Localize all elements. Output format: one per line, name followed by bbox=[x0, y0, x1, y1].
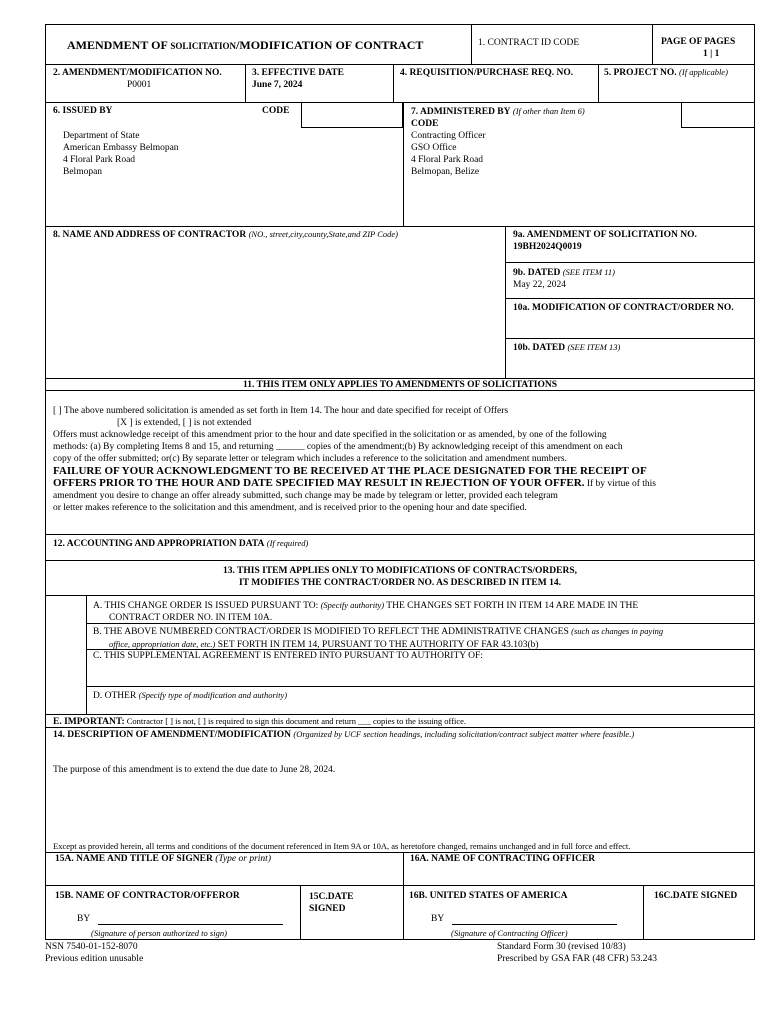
item11-warning: OFFERS PRIOR TO THE HOUR AND DATE SPECIFIED MAY RESULT IN REJECTION OF YOUR OFFER. bbox=[53, 477, 585, 489]
item3-cell bbox=[245, 64, 393, 102]
item3-value: June 7, 2024 bbox=[252, 80, 303, 90]
item11-line: [ ] The above numbered solicitation is amended as set forth in Item 14. The hour and date specified for receipt of Offers bbox=[53, 406, 509, 416]
item3-label: 3. EFFECTIVE DATE bbox=[252, 68, 344, 78]
item2-cell bbox=[53, 67, 243, 91]
admin-line: 4 Floral Park Road bbox=[411, 155, 484, 165]
item5-label: 5. PROJECT NO. bbox=[604, 68, 677, 78]
item11-line: amendment you desire to change an offer already submitted, such change may be made by telegram or letter, provided each telegram bbox=[53, 491, 558, 501]
item6-code-label: CODE bbox=[262, 106, 290, 116]
item15b-label: 15B. NAME OF CONTRACTOR/OFFEROR bbox=[55, 891, 240, 901]
item10a-cell bbox=[505, 298, 755, 338]
item11-warning: FAILURE OF YOUR ACKNOWLEDGMENT TO BE RECEIVED AT THE PLACE DESIGNATED FOR THE RECEIPT OF bbox=[53, 465, 647, 477]
footer-left bbox=[45, 941, 143, 965]
issuer-line: Department of State bbox=[63, 131, 140, 141]
contractor-signature-line[interactable] bbox=[98, 914, 283, 925]
admin-line: Contracting Officer bbox=[411, 131, 486, 141]
contract-id-label: 1. CONTRACT ID CODE bbox=[478, 38, 580, 48]
item6-address bbox=[63, 130, 179, 178]
item10b-cell: 10b. DATED (SEE ITEM 13) bbox=[505, 338, 755, 378]
item16b-label: 16B. UNITED STATES OF AMERICA bbox=[409, 891, 568, 901]
item15a-label: 15A. NAME AND TITLE OF SIGNER (Type or print) bbox=[55, 854, 271, 864]
issuer-line: American Embassy Belmopan bbox=[63, 143, 179, 153]
item9b-cell: 9b. DATED (SEE ITEM 11) May 22, 2024 bbox=[505, 262, 755, 298]
page-cell bbox=[652, 24, 755, 64]
item11-line: or letter makes reference to the solicitation and this amendment, and is received prior to the opening hour and date specified. bbox=[53, 503, 527, 513]
item9a-cell bbox=[513, 229, 697, 253]
item13-b: B. THE ABOVE NUMBERED CONTRACT/ORDER IS MODIFIED TO REFLECT THE ADMINISTRATIVE CHANGES (such as changes in paying office, appropriation date, etc.) SET FORTH IN ITEM 14, PURSUANT TO THE AUTHORITY OF FAR 43.103(b) bbox=[87, 623, 755, 649]
item15c-cell[interactable]: 15C.DATE SIGNED bbox=[300, 885, 403, 940]
item6-code-box[interactable] bbox=[301, 102, 403, 128]
item7-code-label: CODE bbox=[411, 119, 439, 129]
item14-except: Except as provided herein, all terms and conditions of the document referenced in Item 9A or 10A, as heretofore changed, remains unchanged and in full force and effect. bbox=[53, 841, 631, 851]
item14-purpose: The purpose of this amendment is to extend the due date to June 28, 2024. bbox=[53, 765, 336, 775]
admin-line: GSO Office bbox=[411, 143, 457, 153]
issuer-line: Belmopan bbox=[63, 167, 103, 177]
item6-label: 6. ISSUED BY bbox=[53, 106, 113, 116]
item13-c: C. THIS SUPPLEMENTAL AGREEMENT IS ENTERED INTO PURSUANT TO AUTHORITY OF: bbox=[87, 649, 755, 686]
item15b-caption: (Signature of person authorized to sign) bbox=[91, 928, 227, 938]
item13-d: D. OTHER (Specify type of modification and authority) bbox=[87, 686, 755, 714]
item14-cell bbox=[45, 727, 755, 852]
item16a-cell: 16A. NAME OF CONTRACTING OFFICER bbox=[403, 852, 755, 885]
footer-sf: Standard Form 30 (revised 10/83) bbox=[497, 942, 626, 952]
item11-body: [ ] The above numbered solicitation is amended as set forth in Item 14. The hour and date specified for receipt of Offers [X ] is extended, [ ] is not extended Offers must acknowledge receipt of this amendment prior to the hour and date specified in the solicitation or as amended, by one of the following methods: (a) By completing Items 8 and 15, and returning ______ copies of the amendment;(b) By acknowledging receipt of this amendment on each copy of the offer submitted; or(c) By separate letter or telegram which includes a reference to the solicitation and amendment numbers. FAILURE OF YOUR ACKNOWLEDGMENT TO BE RECEIVED AT THE PLACE DESIGNATED FOR THE RECEIPT OF OFFERS PRIOR TO THE HOUR AND DATE SPECIFIED MAY RESULT IN REJECTION OF YOUR OFFER. If by virtue of this amendment you desire to change an offer already submitted, such change may be made by telegram or letter, provided each telegram or letter makes reference to the solicitation and this amendment, and is received prior to the opening hour and date specified. bbox=[53, 405, 753, 514]
page-value: 1 | 1 bbox=[703, 49, 720, 59]
item14-label: 14. DESCRIPTION OF AMENDMENT/MODIFICATION (Organized by UCF section headings, including solicitation/contract subject matter where feasible.) bbox=[53, 729, 635, 740]
item13-a: A. THIS CHANGE ORDER IS ISSUED PURSUANT TO: (Specify authority) THE CHANGES SET FORTH IN ITEM 14 ARE MADE IN THE CONTRACT ORDER NO. IN ITEM 10A. bbox=[93, 600, 639, 623]
item9a-value: 19BH2024Q0019 bbox=[513, 242, 582, 252]
item7-label: 7. ADMINISTERED BY (If other than Item 6) CODE bbox=[411, 106, 585, 129]
item5-cell bbox=[598, 64, 755, 102]
footer-prev: Previous edition unusable bbox=[45, 954, 144, 964]
item15b-signature[interactable]: BY bbox=[77, 914, 283, 925]
item9a-label: 9a. AMENDMENT OF SOLICITATION NO. bbox=[513, 230, 697, 240]
page-label: PAGE OF PAGES bbox=[661, 37, 736, 47]
item4-cell bbox=[393, 64, 598, 102]
item13-heading: 13. THIS ITEM APPLIES ONLY TO MODIFICATIONS OF CONTRACTS/ORDERS, IT MODIFIES THE CONTRACT/ORDER NO. AS DESCRIBED IN ITEM 14. bbox=[45, 560, 755, 596]
contract-id-cell bbox=[471, 24, 652, 64]
item13-check-column bbox=[45, 596, 87, 714]
item11-line: [X ] is extended, [ ] is not extended bbox=[117, 418, 252, 428]
issuer-line: 4 Floral Park Road bbox=[63, 155, 136, 165]
item4-label: 4. REQUISITION/PURCHASE REQ. NO. bbox=[400, 68, 574, 78]
item9b-value: May 22, 2024 bbox=[513, 280, 567, 290]
item12-cell: 12. ACCOUNTING AND APPROPRIATION DATA (If required) bbox=[45, 534, 755, 560]
admin-line: Belmopan, Belize bbox=[411, 167, 480, 177]
item2-value: P0001 bbox=[127, 80, 152, 90]
item11-line: methods: (a) By completing Items 8 and 15, and returning ______ copies of the amendment;(b) By acknowledging receipt of this amendment on each bbox=[53, 442, 623, 452]
item5-note: (If applicable) bbox=[679, 67, 728, 77]
item10a-label: 10a. MODIFICATION OF CONTRACT/ORDER NO. bbox=[513, 303, 734, 313]
item8-label: 8. NAME AND ADDRESS OF CONTRACTOR (NO., street,city,county,State,and ZIP Code) bbox=[53, 229, 398, 240]
footer-gsa: Prescribed by GSA FAR (48 CFR) 53.243 bbox=[497, 954, 658, 964]
footer-right bbox=[497, 941, 657, 965]
officer-signature-line[interactable] bbox=[452, 914, 617, 925]
footer-nsn: NSN 7540-01-152-8070 bbox=[45, 942, 138, 952]
item11-line: Offers must acknowledge receipt of this amendment prior to the hour and date specified in the solicitation or as amended, by one of the following bbox=[53, 430, 607, 440]
item16b-signature[interactable]: BY bbox=[431, 914, 617, 925]
item7-address bbox=[411, 130, 485, 178]
item2-label: 2. AMENDMENT/MODIFICATION NO. bbox=[53, 68, 222, 78]
item7-code-box[interactable] bbox=[681, 102, 755, 128]
form-title: AMENDMENT OF SOLICITATION/MODIFICATION OF CONTRACT bbox=[67, 38, 424, 52]
item16b-caption: (Signature of Contracting Officer) bbox=[451, 928, 568, 938]
item-e-important: E. IMPORTANT: Contractor [ ] is not, [ ] is required to sign this document and return ___ copies to the issuing office. bbox=[45, 714, 755, 727]
item16c-cell[interactable]: 16C.DATE SIGNED bbox=[643, 885, 755, 940]
item11-line: copy of the offer submitted; or(c) By separate letter or telegram which includes a reference to the solicitation and amendment numbers. bbox=[53, 454, 567, 464]
item11-heading: 11. THIS ITEM ONLY APPLIES TO AMENDMENTS OF SOLICITATIONS bbox=[45, 378, 755, 391]
